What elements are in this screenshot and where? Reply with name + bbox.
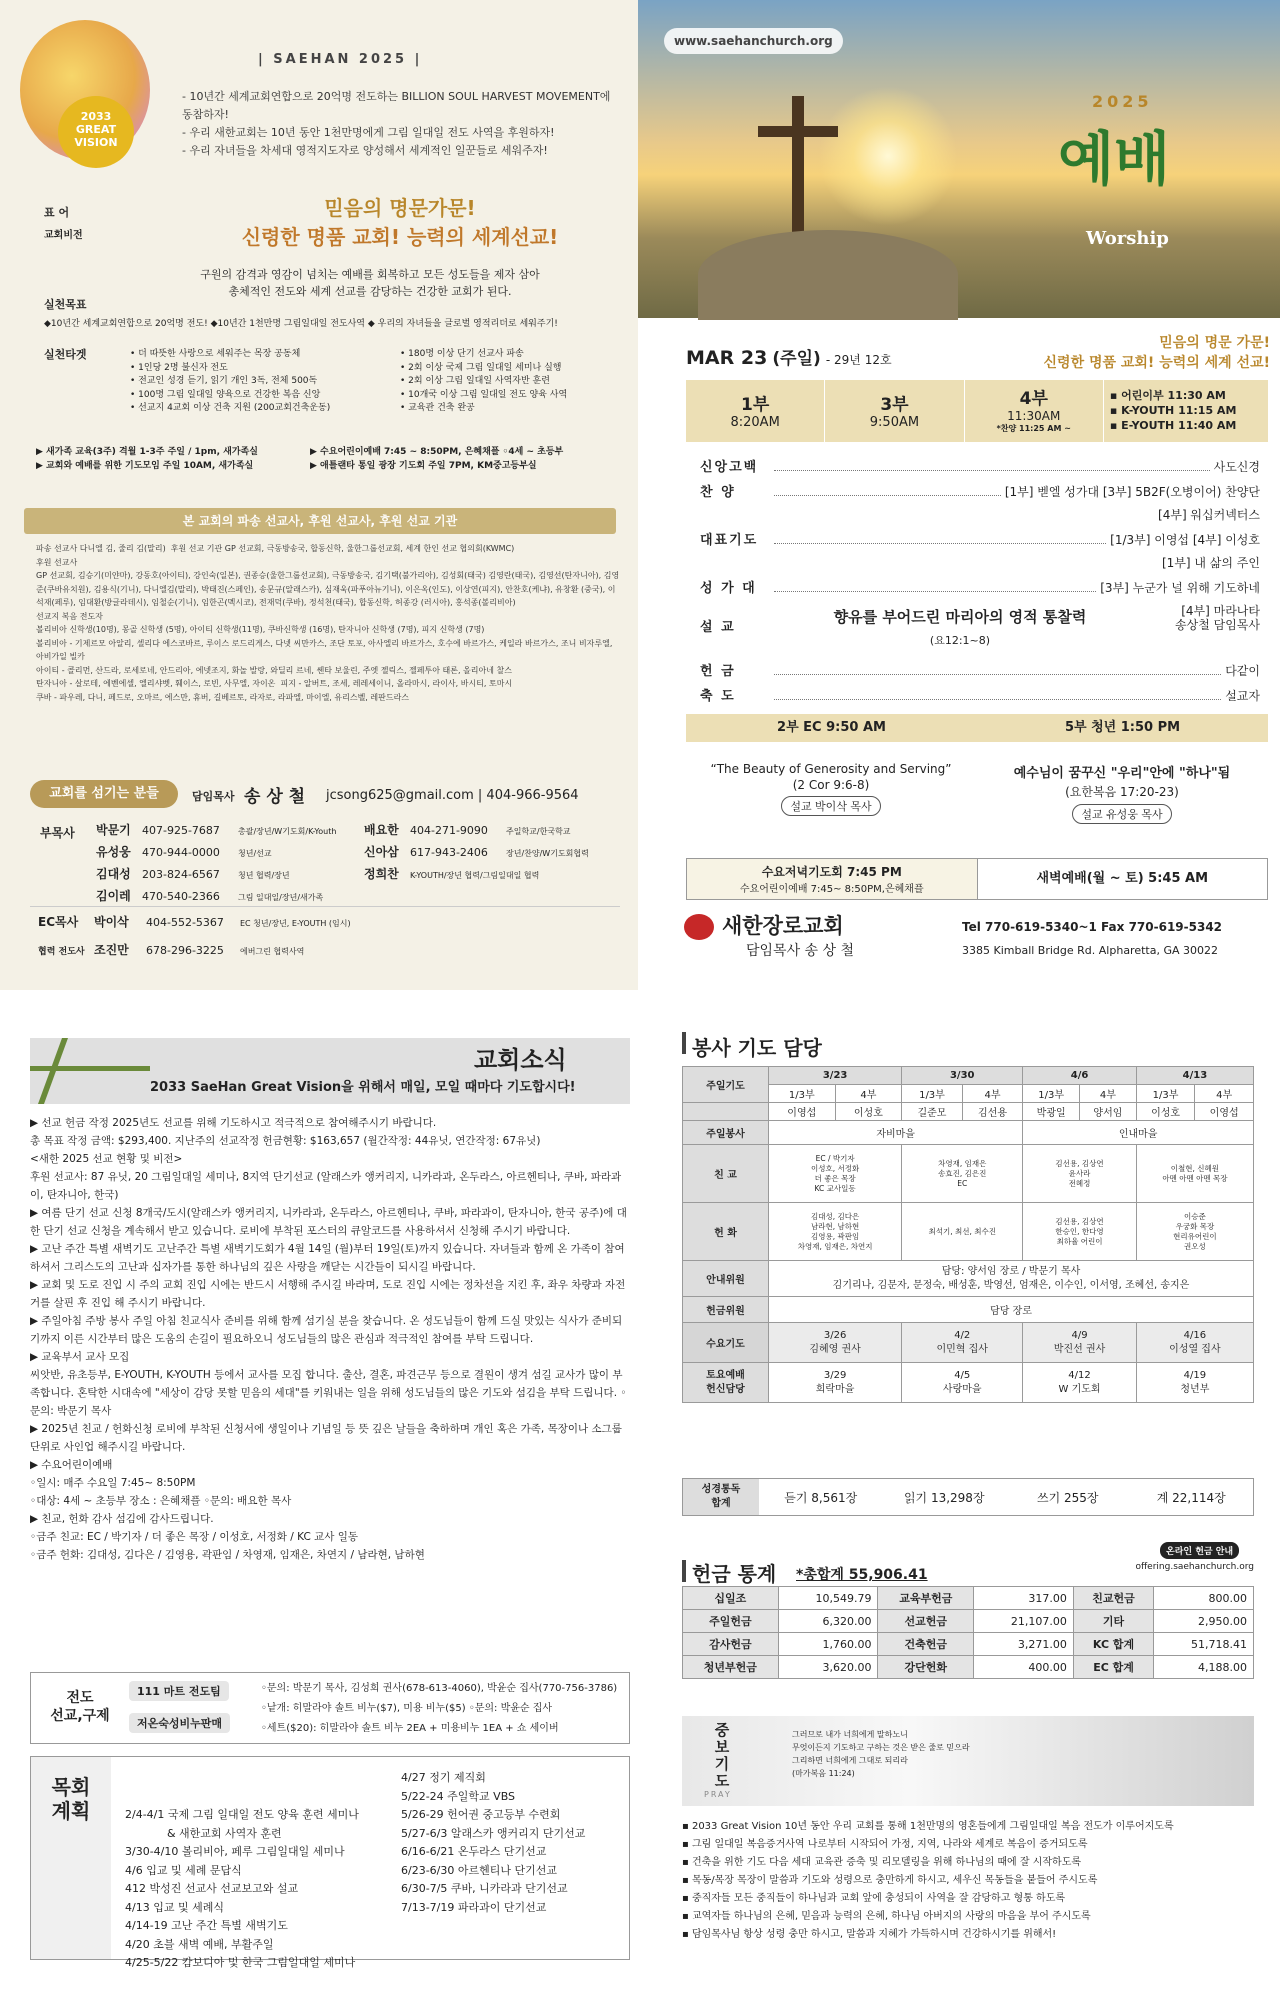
news-item: ▶ 선교 헌금 작정 2025년도 선교를 위해 기도하시고 적극적으로 참여해주시기 바랍니다.: [30, 1117, 437, 1129]
weekday-services: [686, 858, 1268, 900]
dawn-service: 새벽예배(월 ~ 토) 5:45 AM: [1036, 871, 1209, 886]
vision-line: - 10년간 세계교회연합으로 20억명 전도하는 BILLION SOUL HARVEST MOVEMENT에 동참하자!: [182, 90, 611, 121]
vision-lines: [182, 88, 612, 160]
sermon-title: 향유를 부어드린 마리아의 영적 통찰력: [833, 608, 1087, 626]
evangelism-tag: 저온숙성비누판매: [129, 1713, 230, 1733]
order-row: [4부] 마라나타: [1181, 604, 1260, 618]
prayer-item: ▪ 그림 일대일 복음증거사역 나로부터 시작되어 가정, 지역, 나라와 세계로 복음이 증거되도록: [682, 1839, 1088, 1850]
wednesday-service: 수요저녁기도회 7:45 PM 수요어린이예배 7:45~ 8:50PM,은혜채플: [687, 859, 978, 899]
service-3: 3부 9:50AM: [825, 380, 964, 442]
prayer-banner: [682, 1716, 1254, 1806]
motto-right: 믿음의 명문 가문! 신령한 명품 교회! 능력의 세계 선교!: [1043, 335, 1270, 371]
ec-youth-band: [686, 714, 1268, 742]
website-link[interactable]: www.saehanchurch.org: [664, 28, 843, 54]
bible-reading-totals: [682, 1478, 1254, 1516]
kids-services: ▪ 어린이부 11:30 AM ▪ K-YOUTH 11:15 AM ▪ E-YOUTH 11:40 AM: [1109, 389, 1237, 432]
sermon-ref: (요12:1~8): [929, 634, 991, 647]
news-title: 교회소식: [474, 1046, 567, 1074]
schedule-box: [30, 1756, 630, 1969]
online-offering-url[interactable]: offering.saehanchurch.org: [1135, 1562, 1254, 1572]
news-subtitle: 2033 SaeHan Great Vision을 위해서 매일, 모일 때마다 기도합시다!: [150, 1080, 576, 1095]
church-tel: Tel 770-619-5340~1 Fax 770-619-5342: [962, 920, 1223, 934]
prayer-en-label: PRAY: [704, 1790, 732, 1799]
service-1: 1부 8:20AM: [686, 380, 825, 442]
order-row: 신앙고백 사도신경: [700, 460, 1260, 475]
schedule-left: 2/4-4/1 국제 그림 일대일 전도 양육 훈련 세미나 & 새한교회 사역자 훈련 3/30-4/10 볼리비아, 페루 그림일대일 세미나 4/6 입교 및 세례 문답식 412 박성진 선교사 선교보고와 설교 4/13 입교 및 세례식 4/14-19 고난 주간 특별 새벽기도 4/20 초블 새벽 예배, 부활주일 4/25-5/22 캄보디아 및 한국 그림일대일 세미나: [125, 1808, 359, 1969]
motto-line-2: 신령한 명품 교회! 능력의 세계선교!: [241, 225, 559, 249]
bible-read: 읽기 13,298장: [903, 1490, 985, 1505]
label-motto: 표 어: [44, 206, 70, 219]
education-item: ▶ 애틀랜타 통일 광장 기도회 주일 7PM, KM중고등부실: [310, 460, 537, 471]
senior-contact: jcsong625@gmail.com | 404-966-9564: [326, 788, 579, 803]
target-item: • 2회 이상 그림 일대일 사역자반 훈련: [400, 376, 550, 386]
prayer-item: ▪ 중직자들 모든 중직들이 하나님과 교회 앞에 충성되이 사역을 잘 감당하고 형통 하도록: [682, 1893, 1066, 1904]
order-of-service: [700, 456, 1260, 625]
staff-row: 김이레 470-540-2366 그림 일대일/장년/새가족: [96, 889, 324, 903]
motto-block: [180, 192, 620, 250]
service-times: [686, 380, 1268, 442]
vision-text-1: 구원의 감격과 영감이 넘치는 예배를 회복하고 모든 성도들을 제자 삼아: [200, 268, 540, 281]
worship-subtitle: Worship: [1086, 228, 1169, 249]
service-date: MAR 23 (주일) - 29년 12호: [686, 347, 892, 369]
finance-total: *총합계 55,906.41: [796, 1567, 928, 1583]
target-item: • 교육관 건축 완공: [400, 403, 475, 413]
education-item: ▶ 교회와 예배를 위한 기도모임 주일 10AM, 새가족실: [36, 460, 254, 471]
evangelism-lines: ◦문의: 박문기 목사, 김성희 권사(678-613-4060), 박윤순 집사(770-756-3786) ◦낱개: 히말라야 솔트 비누($7), 미용 비누($5) ◦문의: 박윤순 집사 ◦세트($20): 히말라야 솔트 비누 2EA + 미용비누 1EA + 쇼 세이버: [261, 1683, 618, 1734]
bible-label: 성경통독 합계: [683, 1479, 759, 1515]
order-row: 축 도 설교자: [700, 689, 1260, 704]
prayer-label: 중 보 기 도: [714, 1721, 730, 1790]
staff-row: 박문기 407-925-7687 총괄/장년/W기도회/K-Youth: [96, 823, 337, 837]
evangelism-label: 전도 선교,구제: [50, 1690, 110, 1724]
assoc-list-right: [364, 820, 624, 886]
worship-panel: [638, 0, 1280, 990]
duty-title: 봉사 기도 담당: [692, 1036, 822, 1060]
news-item: 후원 선교사: 87 유닛, 20 그림일대일 세미나, 8지역 단기선교 (알래스카 앵커리지, 니카라과, 온두라스, 아르헨티나, 쿠바, 파라과이, 탄자니아, 한국): [30, 1171, 622, 1201]
prayer-item: ▪ 목동/목장 목장이 말씀과 기도와 성령으로 충만하게 하시고, 세우신 목동들을 붙들어 주시도록: [682, 1875, 1098, 1886]
prayer-item: ▪ 2033 Great Vision 10년 동안 우리 교회를 통해 1천만명의 영혼들에게 그림일대일 복음 전도가 이루어지도록: [682, 1821, 1174, 1832]
news-item: ◦일시: 매주 수요일 7:45~ 8:50PM: [30, 1477, 196, 1489]
news-item: ▶ 고난 주간 특별 새벽기도 고난주간 특별 새벽기도회가 4월 14일 (월)부터 19일(토)까지 있습니다. 자녀들과 함께 온 가족이 참여하셔서 그리스도의 고난과 십자가를 통한 하나님의 깊은 사랑을 깨닫는 시간들이 되시길 바랍니다.: [30, 1243, 625, 1273]
target-item: • 100명 그림 일대일 양육으로 건강한 복음 신앙: [130, 389, 321, 400]
ec-sermon: “The Beauty of Generosity and Serving” (2 Cor 9:6-8) 설교 박이삭 목사: [686, 762, 976, 816]
target-item: • 10개국 이상 그림 일대일 전도 양육 사역: [400, 389, 568, 400]
news-item: ▶ 주일아침 주방 봉사 주일 아침 친교식사 준비를 위해 함께 섬기실 분을 찾습니다. 온 성도님들이 함께 드실 맛있는 식사가 준비되기까지 이른 시간부터 많은 도움의 손길이 필요하오니 성도님들의 많은 관심과 적극적인 참여를 부탁 드립니다.: [30, 1315, 623, 1345]
target-item: • 더 따뜻한 사랑으로 세워주는 목장 공동체: [130, 349, 301, 359]
education-right: [310, 446, 620, 473]
coop-row: 협력 전도사 조진만 678-296-3225 에버그린 협력사역: [38, 943, 305, 957]
staff-row: 신아삼 617-943-2406 장년/찬양/W기도회협력: [364, 845, 589, 859]
vision-line: - 우리 자녀들을 차세대 영적지도자로 양성해서 세계적인 일꾼들로 세워주자!: [182, 144, 548, 157]
target-item: • 180명 이상 단기 선교사 파송: [400, 349, 524, 359]
prayer-verse: 그러므로 내가 너희에게 말하노니 무엇이든지 기도하고 구하는 것은 받은 줄로 믿으라 그리하면 너희에게 그대로 되리라 (마가복음 11:24): [792, 1730, 970, 1778]
news-item: 총 목표 작정 금액: $293,400. 지난주의 선교작정 헌금현황: $163,657 (월간작정: 44유닛, 연간작정: 67유닛): [30, 1135, 541, 1147]
finance-title: 헌금 통계: [692, 1562, 777, 1586]
order-row: 헌 금 다같이: [700, 664, 1260, 679]
news-item: ▶ 교회 및 도로 진입 시 주의 교회 진입 시에는 반드시 서행해 주시길 바라며, 도로 진입 시에는 정차선을 지킨 후, 좌우 차량과 자전거를 살핀 후 진입 해 주시기 바랍니다.: [30, 1279, 626, 1309]
prayer-items: [682, 1818, 1262, 1944]
order-row: 성 가 대 [3부] 누군가 널 위해 기도하네: [700, 581, 1260, 596]
news-item: ▶ 친교, 헌화 감사 섬김에 감사드립니다.: [30, 1513, 214, 1525]
missionary-header: 본 교회의 파송 선교사, 후원 선교사, 후원 선교 기관: [24, 508, 616, 534]
news-item: ◦금주 헌화: 김대성, 김다은 / 김영용, 곽판임 / 차영재, 임재은, 차연지 / 남라현, 남하현: [30, 1549, 425, 1561]
finance-table: 십일조 10,549.79 교육부헌금 317.00 친교헌금 800.00 주일헌금 6,320.00 선교헌금 21,107.00 기타 2,950.00 감사헌금 1,760.00 건축헌금 3,271.00 KC 합계 51,718.41 청년부헌금 3,620.00 강단헌화 400.00 EC 합계 4,188.00: [682, 1586, 1254, 1679]
vision-panel: [0, 0, 638, 990]
worship-title: 예배: [1058, 125, 1171, 193]
order-row: 대표기도 [1/3부] 이영섭 [4부] 이성호: [700, 533, 1260, 548]
staff-row: 정희찬 K-YOUTH/장년 협력/그림일대일 협력: [364, 867, 540, 881]
church-pastor: 담임목사 송 상 철: [746, 943, 855, 959]
logo-year: 2033: [80, 110, 112, 123]
bible-write: 쓰기 255장: [1037, 1490, 1099, 1505]
duty-table: 주일기도 3/23 3/30 4/6 4/13 1/3부 4부 1/3부 4부 1/3부 4부 1/3부 4부 이영섭 이성호 길준모 김선용 박광일 양서임 이성호 이영섭 주일봉사 자비마을 인내마을 친 교 EC / 박기자 이성호, 서정화 더 좋은 목장 KC 교사일동 차영재, 임재은 송효진, 김은진 EC 김선용, 김상연 윤사라 전혜정 이철현, 신혜원 아멘 아멘 아멘 목장 헌 화 김대성, 김다은 남라현, 남하현 김영용, 곽판임 차영재, 임재은, 차연지 최석기, 최선, 최수진 김선용, 김상연 한승인, 한다영 최하율 어린이 이승준 우궁화 목장 현리유어린이 권오성 안내위원 담당: 양서임 장로 / 박문기 목사 김기리나, 김문자, 문정숙, 배성훈, 박영선, 엄재은, 이수인, 이서영, 조혜선, 송지은 헌금위원 담당 장로 수요기도 3/26 김혜영 권사 4/2 이민혁 집사 4/9 박진선 권사 4/16 이성열 집사 토요예배 헌신담당 3/29 희락마을 4/5 사랑마을 4/12 W 기도회 4/19 청년부: [682, 1066, 1254, 1403]
order-row: [4부] 워십커넥터스: [1158, 508, 1260, 522]
label-goal: 실천목표: [44, 298, 87, 311]
sermon-label: 설 교: [700, 620, 736, 635]
targets-right: [400, 348, 625, 416]
bible-listen: 듣기 8,561장: [784, 1490, 858, 1505]
ec-service-time: 2부 EC 9:50 AM: [777, 720, 886, 735]
service-duty-panel: [660, 990, 1280, 1991]
vision-text-2: 총체적인 전도와 세계 선교를 감당하는 건강한 교회가 된다.: [228, 285, 512, 298]
goal-text: ◆10년간 세계교회연합으로 20억명 전도! ◆10년간 1천만명 그림일대일 전도사역 ◆ 우리의 자녀들을 글로벌 영적리더로 세워주기!: [44, 319, 558, 329]
senior-name: 송 상 철: [244, 787, 306, 807]
prayer-item: ▪ 건축을 위한 기도 다음 세대 교육관 증축 및 리모델링을 위해 하나님의 때에 잘 시작하도록: [682, 1857, 1082, 1868]
label-church-vision: 교회비전: [44, 230, 83, 241]
news-panel: [0, 990, 660, 1991]
ec-row: EC목사 박이삭 404-552-5367 EC 청년/장년, E-YOUTH (임시): [38, 915, 351, 929]
news-item: ◦대상: 4세 ~ 초등부 장소 : 은혜채플 ◦문의: 배요한 목사: [30, 1495, 292, 1507]
target-item: • 선교지 4교회 이상 건축 지원 (200교회건축운동): [130, 403, 331, 413]
vision-line: - 우리 새한교회는 10년 동안 1천만명에게 그림 일대일 전도 사역을 후원하자!: [182, 126, 555, 139]
logo-vision: VISION: [74, 136, 118, 149]
cross-icon: [792, 96, 804, 246]
sermon-preacher: 송상철 담임목사: [1175, 618, 1260, 632]
year-label: 2025: [1092, 92, 1153, 111]
schedule-right: 4/27 정기 제직회 5/22-24 주일학교 VBS 5/26-29 헌어권 중고등부 수련회 5/27-6/3 알래스카 앵커리지 단기선교 6/16-6/21 온두라스 단기선교 6/23-6/30 아르헨티나 단기선교 6/30-7/5 쿠바, 니카라과 단기선교 7/13-7/19 파라과이 단기선교: [401, 1771, 586, 1914]
education-item: ▶ 수요어린이예배 7:45 ~ 8:50PM, 은혜채플 ◦4세 ~ 초등부: [310, 447, 564, 457]
education-item: ▶ 새가족 교육(3주) 격월 1-3주 주일 / 1pm, 새가족실: [36, 447, 258, 457]
order-row: [1부] 내 삶의 주인: [1162, 556, 1260, 570]
news-item: <새한 2025 선교 현황 및 비전>: [30, 1153, 183, 1165]
news-item: ▶ 교육부서 교사 모집: [30, 1351, 130, 1363]
schedule-label: 목회 계획: [51, 1775, 91, 1823]
targets-left: [130, 348, 400, 416]
staff-row: 김대성 203-824-6567 청년 협력/장년: [96, 867, 290, 881]
target-item: • 1인당 2명 불신자 전도: [130, 362, 228, 373]
flower-logo-image: [20, 20, 150, 160]
youth-service-time: 5부 청년 1:50 PM: [1064, 720, 1181, 735]
youth-sermon: 예수님이 꿈꾸신 "우리"안에 "하나"됨 (요한복음 17:20-23) 설교 유성웅 목사: [974, 762, 1270, 824]
church-address: 3385 Kimball Bridge Rd. Alpharetta, GA 30022: [962, 944, 1219, 957]
evangelism-tag: 111 마트 전도팀: [129, 1681, 229, 1701]
label-target: 실천타겟: [44, 348, 87, 361]
target-item: • 전교인 성경 듣기, 읽기 개인 3독, 전체 500독: [130, 376, 318, 386]
evangelism-box: [30, 1672, 630, 1744]
logo-great: GREAT: [75, 123, 117, 136]
church-logo-icon: [684, 914, 714, 940]
vision-statement: [120, 266, 620, 300]
order-row: 찬 양 [1부] 벧엘 성가대 [3부] 5B2F(오병이어) 찬양단: [700, 485, 1260, 500]
news-item: ▶ 2025년 친교 / 헌화신청 로비에 부착된 신청서에 생일이나 기념일 등 뜻 깊은 날들을 축하하며 개인 혹은 가족, 목장이나 소그룹 단위로 사인업 해주시길 바랍니다.: [30, 1423, 622, 1453]
news-item: ▶ 수요어린이예배: [30, 1459, 113, 1471]
staff-row: 유성웅 470-944-0000 청년/선교: [96, 845, 272, 859]
service-4: 4부 11:30AM *찬양 11:25 AM ~: [965, 380, 1104, 442]
closing-order: [700, 660, 1260, 710]
education-left: [36, 446, 326, 473]
online-offering-button[interactable]: 온라인 헌금 안내: [1160, 1542, 1239, 1559]
staff-header: 교회를 섬기는 분들: [30, 780, 178, 808]
target-item: • 2회 이상 국제 그림 일대일 세미나 실행: [400, 362, 562, 373]
bible-total: 계 22,114장: [1156, 1490, 1226, 1505]
brand-title: | SAEHAN 2025 |: [258, 52, 423, 67]
news-list: [30, 1114, 630, 1564]
news-item: 씨앗반, 유초등부, E-YOUTH, K-YOUTH 등에서 교사를 모집 합니다. 출산, 결혼, 파견근무 등으로 결원이 생겨 섬길 교사가 많이 부족합니다. 혼탁한 시대속에 "세상이 감당 못할 믿음의 세대"를 키워내는 일을 위해 성도님들의 많은 기도와 섬김을 부탁 드립니다. ◦문의: 박문기 목사: [30, 1369, 627, 1417]
prayer-item: ▪ 담임목사님 항상 성령 충만 하시고, 말씀과 지혜가 가득하시며 건강하시기를 위해서!: [682, 1929, 1057, 1940]
motto-line-1: 믿음의 명문가문!: [324, 196, 476, 220]
missionary-list: 파송 선교사 다니엘 김, 줄리 김(말리) 후원 선교 기관 GP 선교회, 극동방송국, 합동신학, 울한그룹선교회, 세계 한인 선교 협의회(KWMC) 후원 선교사 GP 선교회, 김승기(미얀마), 강동호(아이티), 강인숙(일본), 권종승(울한그룹선교회), 극동방송국, 김기택(불가리아), 김성회(태국) 김영란(태국), 김영선(탄자니아), 김영준(쿠바유치원), 김용식(기니), 다니엘김(말리), 박태진(스페인), 송문규(알래스카), 심재욱(파푸아뉴기니), 이은옥(인도), 이상연(피지), 안찬호(케냐), 유창환 (중국), 이석재(페루), 임대환(방글라데시), 임철순(기니), 임한곤(멕시코), 전재덕(쿠바), 정석천(태국), 합동신학, 허종강 (러시아), 홍석종(볼리비아) 선교지 복음 전도자 볼리비아 신학생(10명), 몽골 신학생 (5명), 아이티 신학생(11명), 쿠바신학생 (16명), 탄자니아 신학생 (7명), 피지 신학생 (7명) 볼리비아 - 기제르모 아알리, 셀리다 에스코바르, 루이스 로드리게스, 다넷 씨만카스, 조단 토포, 아사엘리 바르가스, 호수에 바르가스, 케일라 바르가스, 조니 비자루엘, 아비가일 빌카 아이티 - 콜리먼, 산드라, 로세로네, 안드리아, 에넷조지, 화놀 발랑, 와딜리 르네, 쎈타 보울린, 주엣 젤릭스, 젤페투아 태론, 올리아네 찰스 탄자니아 - 살로테, 에벤에셀, 엘리샤벳, 훼이스, 로빈, 사무엘, 자이온 피지 - 알버트, 조세, 레레세이니, 올라마시, 라이사, 바시티, 토마시 쿠바 - 파우레, 다니, 페드로, 오마르, 에스만, 휴버, 길베르토, 라자로, 라파엘, 마이엘, 유리스벨, 레판드라스: [36, 544, 620, 702]
church-name: 새한장로교회: [722, 914, 844, 938]
news-item: ◦금주 친교: EC / 박기자 / 더 좋은 목장 / 이성호, 서정화 / KC 교사 일동: [30, 1531, 359, 1543]
staff-row: 배요한 404-271-9090 주일학교/한국학교: [364, 823, 571, 837]
news-item: ▶ 여름 단기 선교 신청 8개국/도시(알래스카 앵커리지, 니카라과, 온두라스, 아르헨티나, 쿠바, 파라과이, 탄자니아, 한국 공주)에 대한 단기 선교 신청을 계속해서 받고 있습니다. 로비에 부착된 포스터의 큐알코드를 사용하셔서 신청해 주시기 바랍니다.: [30, 1207, 627, 1237]
senior-label: 담임목사: [192, 790, 235, 803]
assoc-list: [96, 820, 366, 908]
great-vision-logo: [58, 96, 134, 168]
prayer-item: ▪ 교역자들 하나님의 은혜, 믿음과 능력의 은혜, 하나님 아버지의 사랑의 마음을 부어 주시도록: [682, 1911, 1091, 1922]
assoc-label: 부목사: [40, 826, 75, 840]
